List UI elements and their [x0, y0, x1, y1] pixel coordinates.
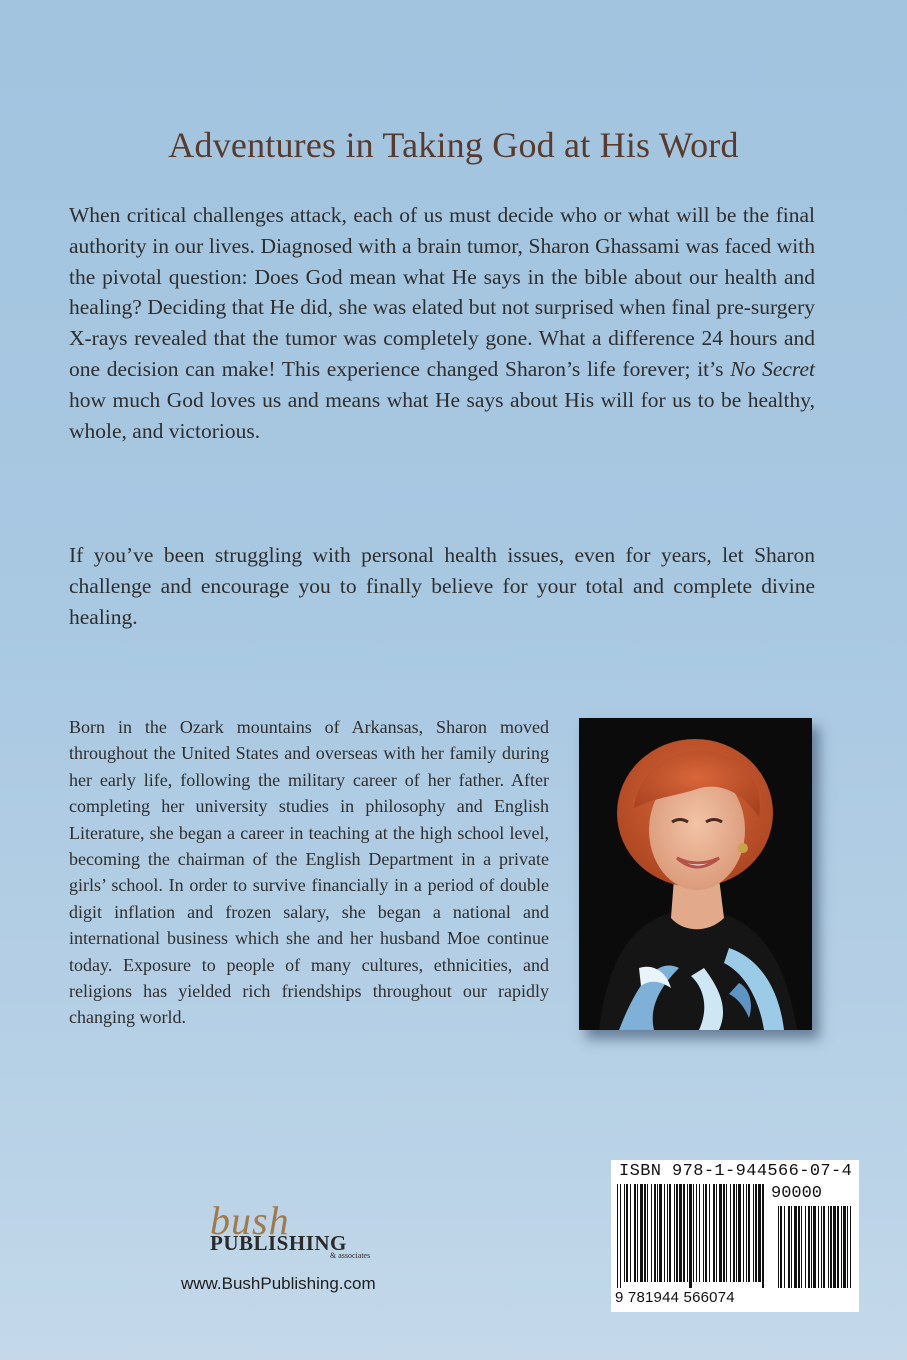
barcode-addon-bar [791, 1206, 792, 1288]
encouragement-paragraph: If you’ve been struggling with personal health issues, even for years, let Sharon challenge and encourage you to finally believe for your total and complete divine healing. [69, 543, 815, 629]
barcode-bar [617, 1184, 618, 1288]
author-photo [579, 718, 812, 1030]
barcode-addon-bar [798, 1206, 800, 1288]
barcode-bar [664, 1184, 665, 1282]
publisher-logo-wordmark: PUBLISHING [210, 1231, 347, 1255]
barcode-bar [748, 1184, 750, 1282]
barcode-bar [736, 1184, 737, 1282]
barcode-addon-bar [808, 1206, 810, 1288]
barcode-bar [634, 1184, 636, 1282]
barcode-addon-price: 90000 [771, 1184, 823, 1203]
isbn-number: ISBN 978-1-944566-07-4 [619, 1162, 853, 1181]
barcode-addon-bar [841, 1206, 842, 1288]
barcode-bar [755, 1184, 757, 1282]
barcode-bar [699, 1184, 700, 1282]
barcode-bar [716, 1184, 717, 1282]
barcode-bar [762, 1184, 764, 1288]
barcode-bar [647, 1184, 648, 1282]
barcode-bar [624, 1184, 625, 1282]
barcode-addon-bar [830, 1206, 832, 1288]
author-bio: Born in the Ozark mountains of Arkansas, Sharon moved throughout the United States and overseas with her family during her early life, following the military career of her father. After completing her university studies in philosophy and English Literature, she began a career in teaching at the high school level, becoming the chairman of the English Department in a private girls’ school. In order to survive financially in a period of double digit inflation and frozen salary, she began a national and international business which she and her husband Moe continue today. Exposure to people of many cultures, ethnicities, and religions has yielded rich friendships throughout our rapidly changing world. [69, 717, 549, 1028]
barcode-addon-bar [828, 1206, 829, 1288]
barcode-digits: 9 781944 566074 [615, 1289, 735, 1306]
barcode-bar [726, 1184, 727, 1282]
isbn-barcode [611, 1160, 859, 1312]
barcode-addon-bar [837, 1206, 839, 1288]
barcode-bar [654, 1184, 656, 1282]
barcode-bar [703, 1184, 704, 1282]
barcode-bar [637, 1184, 638, 1282]
barcode-addon-bar [843, 1206, 846, 1288]
description-text-a: When critical challenges attack, each of us must decide who or what will be the final authority in our lives. Diagnosed with a brain tumor, Sharon Ghassami was faced with the pivotal question: Does God mean what He says in the bible about our health and healing? Deciding that He did, she was elated but not surprised when final pre-surgery X-rays revealed that the tumor was completely gone. What a difference 24 hours and one decision can make! This experience changed Sharon’s life forever; it’s [69, 203, 815, 381]
barcode-bar [644, 1184, 646, 1282]
barcode-bar [758, 1184, 761, 1282]
barcode-bar [730, 1184, 731, 1282]
barcode-bar [651, 1184, 652, 1282]
cover-title: Adventures in Taking God at His Word [168, 125, 739, 165]
barcode-addon-bar [778, 1206, 779, 1288]
barcode-bar [746, 1184, 747, 1282]
barcode-bar [733, 1184, 735, 1282]
barcode-addon-bar [847, 1206, 848, 1288]
barcode-bar [743, 1184, 744, 1282]
barcode-addon-bar [833, 1206, 836, 1288]
barcode-addon-bar [794, 1206, 797, 1288]
barcode-bar [676, 1184, 678, 1282]
barcode-bar [738, 1184, 741, 1282]
publisher-logo-subtitle: & associates [330, 1251, 371, 1260]
barcode-bar [723, 1184, 725, 1282]
barcode-bar [669, 1184, 671, 1282]
barcode-bar [620, 1184, 621, 1288]
barcode-addon-bar [818, 1206, 819, 1288]
barcode-bar [687, 1184, 688, 1282]
barcode-bar [696, 1184, 697, 1282]
barcode-bar [705, 1184, 707, 1282]
barcode-bar [683, 1184, 685, 1282]
barcode-bar [709, 1184, 710, 1282]
barcode-bar [719, 1184, 722, 1282]
barcode-bar [674, 1184, 675, 1282]
barcode-bar [667, 1184, 668, 1282]
description-text-b: how much God loves us and means what He says about His will for us to be healthy, whole, and victorious. [69, 387, 815, 443]
barcode-addon-bar [788, 1206, 790, 1288]
barcode-bar [630, 1184, 631, 1282]
barcode-addon-bar [784, 1206, 785, 1288]
barcode-bar [713, 1184, 715, 1282]
barcode-addon-bar [801, 1206, 802, 1288]
publisher-website: www.BushPublishing.com [181, 1274, 376, 1293]
barcode-addon-bar [811, 1206, 812, 1288]
barcode-addon-bar [805, 1206, 806, 1288]
barcode-addon-bar [823, 1206, 825, 1288]
barcode-bar [689, 1184, 692, 1288]
book-title-italic: No Secret [730, 356, 816, 381]
barcode-bar [693, 1184, 694, 1282]
barcode-bar [753, 1184, 754, 1282]
publisher-logo [200, 1198, 380, 1265]
barcode-bar [626, 1184, 628, 1282]
barcode-addon-bar [813, 1206, 816, 1288]
barcode-bar [679, 1184, 682, 1282]
barcode-addon-bar [821, 1206, 822, 1288]
barcode-bar [657, 1184, 658, 1282]
barcode-addon-bar [850, 1206, 851, 1288]
barcode-addon-bar [780, 1206, 782, 1288]
author-portrait-illustration [579, 718, 812, 1030]
barcode-bar [659, 1184, 662, 1282]
barcode-bar [640, 1184, 643, 1282]
description-paragraph [69, 200, 815, 446]
publisher-logo-script: bush [210, 1198, 290, 1243]
